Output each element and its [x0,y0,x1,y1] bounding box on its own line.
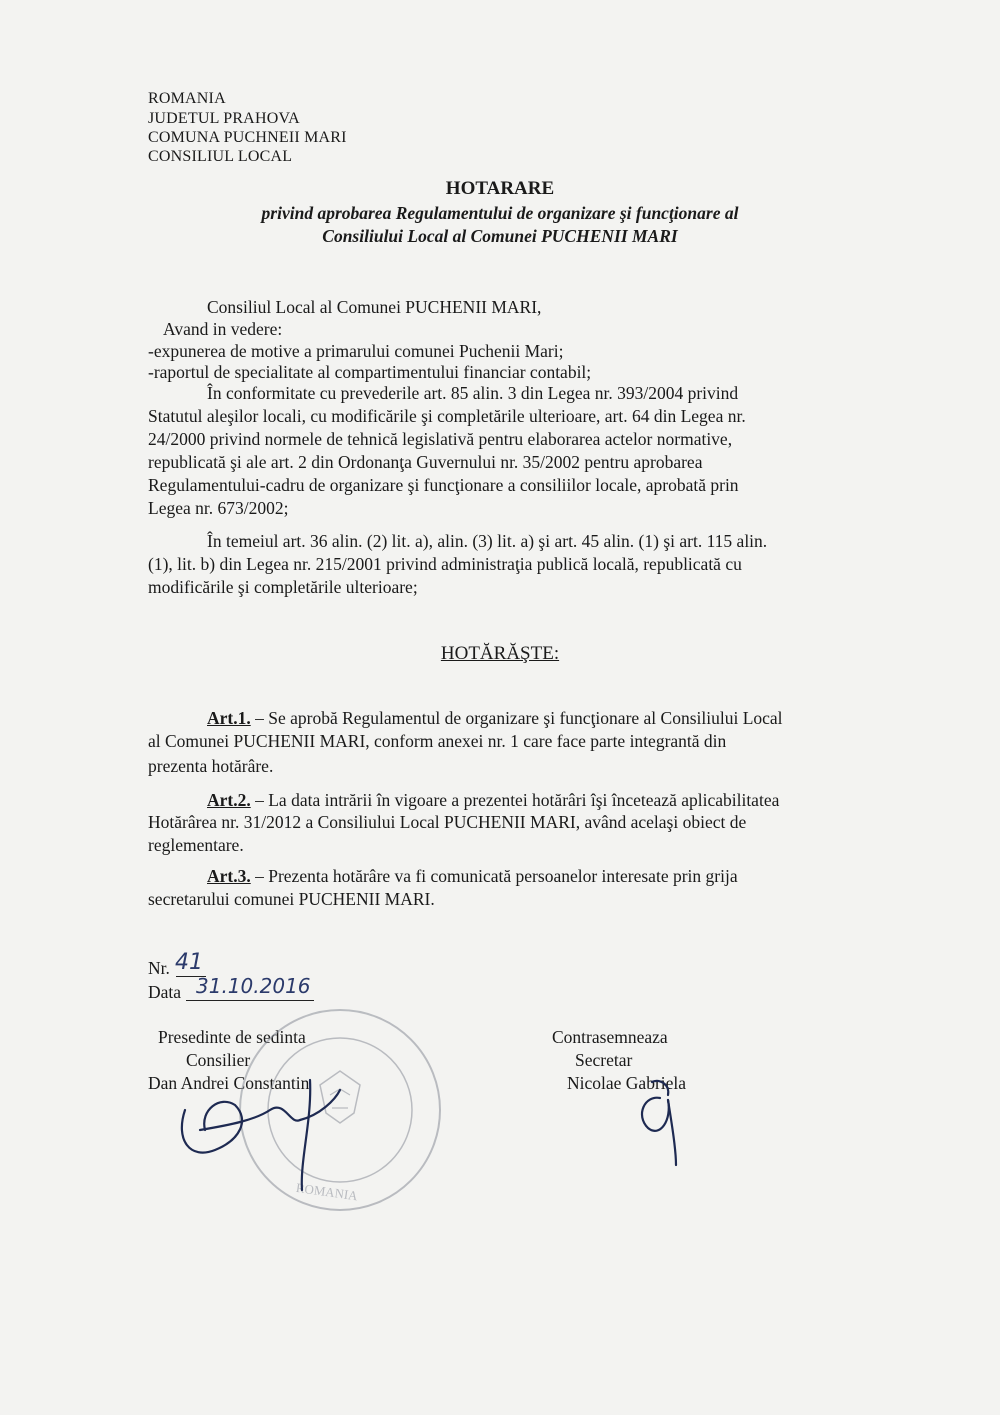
document-subtitle-line-2: Consiliului Local al Comunei PUCHENII MARI [322,226,678,246]
right-sign-role: Contrasemneaza [552,1027,668,1047]
conformity-line: Statutul aleşilor locali, cu modificările şi completările ulterioare, art. 64 din Legea nr. [148,406,746,426]
basis-line: (1), lit. b) din Legea nr. 215/2001 privind administraţia publică locală, republicată cu [148,554,742,574]
nr-label: Nr. [148,958,170,978]
preamble-item: -raportul de specialitate al compartimentului financiar contabil; [148,362,592,382]
basis-line: modificările şi completările ulterioare; [148,577,418,597]
date-value: 31.10.2016 [196,974,311,998]
left-sign-title: Consilier [186,1050,251,1070]
article-1-line: Art.1. – Se aprobă Regulamentul de organizare şi funcţionare al Consiliului Local [207,708,783,728]
article-3-label: Art.3. [207,866,251,886]
conformity-line: republicată şi ale art. 2 din Ordonanţa Guvernului nr. 35/2002 pentru aprobarea [148,452,703,472]
basis-line: În temeiul art. 36 alin. (2) lit. a), alin. (3) lit. a) şi art. 45 alin. (1) şi art. 115 alin. [207,531,768,551]
preamble-council: Consiliul Local al Comunei PUCHENII MARI, [207,297,542,317]
article-2-line: Art.2. – La data intrării în vigoare a prezentei hotărâri îşi încetează aplicabilitatea [207,790,780,810]
header-county: JUDETUL PRAHOVA [148,110,300,127]
right-sign-name: Nicolae Gabriela [567,1073,687,1093]
article-1-line: prezenta hotărâre. [148,756,274,776]
header-council: CONSILIUL LOCAL [148,148,293,165]
article-2-label: Art.2. [207,790,251,810]
article-3-line: Art.3. – Prezenta hotărâre va fi comunicată persoanelor interesate prin grija [207,866,738,886]
conformity-line: În conformitate cu prevederile art. 85 alin. 3 din Legea nr. 393/2004 privind [207,383,739,403]
left-sign-role: Presedinte de sedinta [158,1027,306,1047]
document-subtitle-line-1: privind aprobarea Regulamentului de organizare şi funcţionare al [261,203,739,223]
article-2-line: reglementare. [148,835,244,855]
president-signature [182,1080,340,1190]
date-label: Data [148,982,182,1002]
decides-heading: HOTĂRĂŞTE: [440,643,560,664]
article-1-label: Art.1. [207,708,251,728]
conformity-line: Regulamentului-cadru de organizare şi funcţionare a consiliilor locale, aprobată prin [148,475,739,495]
secretary-signature [642,1081,676,1165]
article-3-line: secretarului comunei PUCHENII MARI. [148,889,435,909]
header-country: ROMANIA [148,90,226,107]
preamble-having: Avand in vedere: [163,319,283,339]
conformity-line: 24/2000 privind normele de tehnică legislativă pentru elaborarea actelor normative, [148,429,733,449]
article-1-line: al Comunei PUCHENII MARI, conform anexei nr. 1 care face parte integrantă din [148,731,727,751]
article-2-line: Hotărârea nr. 31/2012 a Consiliului Local PUCHENII MARI, având acelaşi obiect de [148,812,747,832]
document-title: HOTARARE [445,178,555,199]
conformity-line: Legea nr. 673/2002; [148,498,289,518]
preamble-item: -expunerea de motive a primarului comunei Puchenii Mari; [148,341,564,361]
right-sign-title: Secretar [575,1050,633,1070]
header-commune: COMUNA PUCHNEII MARI [148,129,347,146]
nr-value: 41 [175,950,203,975]
stamp-bottom-text: ROMANIA [295,1179,359,1204]
left-sign-name: Dan Andrei Constantin [148,1073,310,1093]
